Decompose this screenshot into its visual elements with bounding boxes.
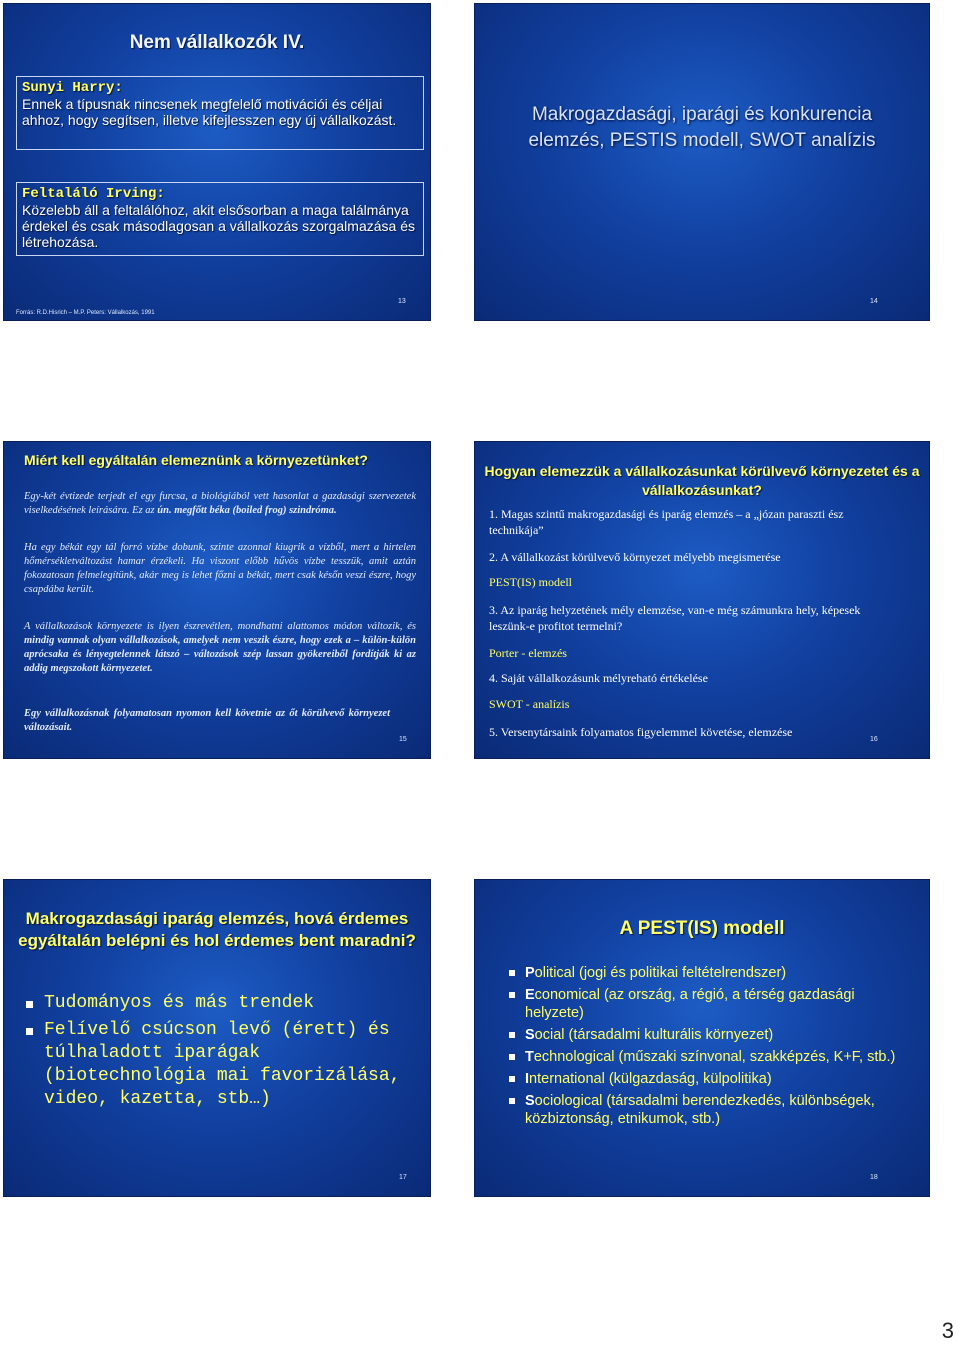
- text: A vállalkozások környezete is ilyen észrevétlen, mondhatni alattomos módon változik, és: [24, 621, 416, 632]
- slide-number: 17: [399, 1174, 407, 1181]
- bullet-initial: S: [525, 1027, 535, 1043]
- paragraph-4: Egy vállalkozásnak folyamatosan nyomon kell követnie az őt körülvevő környezet változásait.: [24, 708, 390, 733]
- bullet-item: [509, 1048, 913, 1066]
- slide-title: Miért kell egyáltalán elemeznünk a környezetünket?: [24, 452, 368, 468]
- box-text: Közelebb áll a feltalálóhoz, akit elsősorban a maga találmánya érdekel és csak másodlagosan a vállalkozás szorgalmazása és létrehozása.: [22, 202, 415, 250]
- bullet-item: [26, 992, 410, 1015]
- text: Egy-két évtizede terjedt el egy furcsa, a biológiából vett hasonlat a gazdasági szervezetek viselkedésének leírására. Ez az: [24, 491, 416, 516]
- bullet-square-icon: [26, 1028, 33, 1035]
- slide-16: [474, 441, 930, 759]
- bullet-initial: I: [525, 1071, 530, 1087]
- bullet-initial: S: [525, 1093, 535, 1109]
- bullet-list: [26, 992, 410, 1115]
- slide-18: [474, 879, 930, 1197]
- slide-title: Makrogazdasági iparág elemzés, hová érdemes egyáltalán belépni és hol érdemes bent maradni?: [18, 909, 416, 950]
- quote-box-harry: [16, 76, 424, 150]
- quote-box-irving: [16, 182, 424, 256]
- bullet-text: ociological (társadalmi berendezkedés, különbségek, közbiztonság, etnikumok, stb.): [525, 1093, 875, 1127]
- bullet-item: [509, 964, 913, 982]
- list-item-5: 5. Versenytársaink folyamatos figyelemmel követése, elemzése: [489, 725, 793, 739]
- bullet-initial: E: [525, 987, 535, 1003]
- bullet-square-icon: [509, 1076, 515, 1082]
- bullet-square-icon: [509, 970, 515, 976]
- bullet-square-icon: [509, 1032, 515, 1038]
- bullet-item: [509, 1070, 913, 1088]
- slide-14: [474, 3, 930, 321]
- bullet-text: Felívelő csúcson levő (érett) és túlhaladott iparágak (biotechnológia mai favorizálása, video, kazetta, stb…): [44, 1020, 401, 1109]
- paragraph-1: [24, 490, 416, 518]
- bullet-item: [509, 1026, 913, 1044]
- box-heading: Sunyi Harry:: [22, 80, 123, 96]
- bullet-square-icon: [26, 1001, 33, 1008]
- bullet-initial: T: [525, 1049, 534, 1065]
- text-bold: mindig vannak olyan vállalkozások, amelyek nem veszik észre, hogy ezek a – külön-külön apró: [24, 635, 416, 660]
- slide-number: 16: [870, 736, 878, 743]
- text-bold: ún. megfőtt béka (boiled frog) szindróma.: [157, 505, 337, 516]
- list-item-3-sub: Porter - elemzés: [489, 646, 567, 660]
- bullet-text: conomical (az ország, a régió, a térség gazdasági helyzete): [525, 987, 855, 1021]
- bullet-text: ocial (társadalmi kulturális környezet): [534, 1027, 774, 1043]
- list-item-2: 2. A vállalkozást körülvevő környezet mélyebb megismerése: [489, 550, 781, 564]
- bullet-item: [509, 986, 913, 1022]
- bullet-square-icon: [509, 992, 515, 998]
- slide-title: Makrogazdasági, iparági és konkurencia elemzés, PESTIS modell, SWOT analízis: [528, 104, 876, 151]
- slide-title: A PEST(IS) modell: [619, 918, 785, 939]
- list-item-4: 4. Saját vállalkozásunk mélyreható értékelése: [489, 671, 708, 685]
- bullet-initial: P: [525, 965, 535, 981]
- list-item-3: 3. Az iparág helyzetének mély elemzése, van-e még számunkra hely, képesek leszünk-e profitot termelni?: [489, 603, 861, 633]
- slide-15: [3, 441, 431, 759]
- slide-number: 13: [398, 298, 406, 305]
- slide-number: 18: [870, 1174, 878, 1181]
- bullet-text: Tudományos és más trendek: [44, 993, 315, 1013]
- paragraph-3: [24, 620, 416, 676]
- slide-number: 15: [399, 736, 407, 743]
- slide-17: [3, 879, 431, 1197]
- bullet-list: [509, 964, 913, 1132]
- bullet-item: [26, 1019, 410, 1111]
- bullet-square-icon: [509, 1054, 515, 1060]
- bullet-text: nternational (külgazdaság, külpolitika): [529, 1071, 772, 1087]
- bullet-text: olitical (jogi és politikai feltételrendszer): [534, 965, 787, 981]
- text-bold: csaka és lényegtelennek látszó – változások szép lassan gyökereiből fordítják ki az addig megszokott környezetet.: [24, 649, 416, 674]
- bullet-item: [509, 1092, 913, 1128]
- list-item-1: 1. Magas szintű makrogazdasági és iparág elemzés – a „józan paraszti ész technikája”: [489, 507, 844, 537]
- list-item-4-sub: SWOT - analízis: [489, 697, 570, 711]
- slide-title: Hogyan elemezzük a vállalkozásunkat körülvevő környezetet és a vállalkozásunkat?: [484, 463, 920, 498]
- page-number: 3: [941, 1318, 954, 1343]
- list-item-2-sub: PEST(IS) modell: [489, 575, 572, 589]
- bullet-text: echnological (műszaki színvonal, szakképzés, K+F, stb.): [533, 1049, 896, 1065]
- slide-title: Nem vállalkozók IV.: [129, 32, 305, 53]
- box-heading: Feltaláló Irving:: [22, 186, 165, 202]
- slide-13: [3, 3, 431, 321]
- source-note: Forrás: R.D.Hisrich – M.P. Peters: Vállalkozás, 1991: [16, 310, 155, 316]
- bullet-square-icon: [509, 1098, 515, 1104]
- paragraph-2: Ha egy békát egy tál forró vízbe dobunk, szinte azonnal kiugrik a vízből, mert a hirtelen hőmérsékletváltozást hamar érzékeli. Ha viszont előbb hűvös vízbe tesszük, amit aztán fokozatosan felmelegítünk, akár meg is lehet főzni a békát, mert csak későn veszi észre, hogy csapdába került.: [24, 542, 416, 595]
- box-text: Ennek a típusnak nincsenek megfelelő motivációi és céljai ahhoz, hogy segítsen, illetve kifejlesszen egy új vállalkozást.: [22, 96, 397, 128]
- slide-number: 14: [870, 298, 878, 305]
